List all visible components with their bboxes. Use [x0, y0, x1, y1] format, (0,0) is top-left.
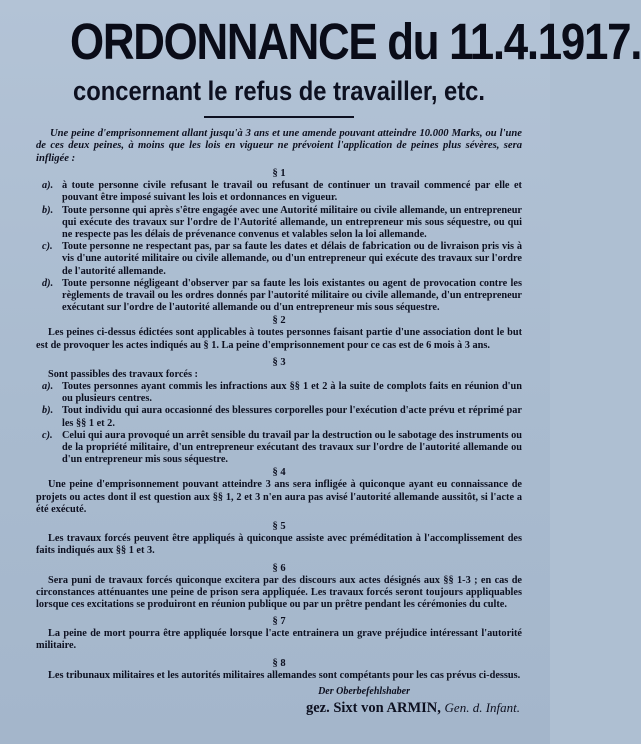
- signature: [36, 699, 522, 717]
- section-1-item-a: [36, 180, 522, 204]
- title-divider: [204, 116, 354, 118]
- section-6-text: Sera puni de travaux forcés quiconque excitera par des discours aux actes désignés aux §§ 1-3 ; en cas de circonstances atténuantes une peine de prison sera appliquée. Les travaux forcés seront toujours appliquables lorsque ces excitations se produiront en réunion publique ou par un prêtre pendant les cérémonies du culte.: [36, 574, 522, 610]
- section-3-item-b: [36, 405, 522, 429]
- item-label: d).: [42, 277, 54, 289]
- section-6-heading: § 6: [272, 562, 286, 574]
- section-3-item-a: [36, 381, 522, 405]
- signature-rank: Gen. d. Infant.: [444, 699, 520, 715]
- section-2-text: Les peines ci-dessus édictées sont applicables à toutes personnes faisant partie d'une association dont le but est de provoquer les actes indiqués au § 1. La peine d'emprisonnement pour ce cas est de 6 mois à 3 ans.: [36, 327, 522, 351]
- item-text: Celui qui aura provoqué un arrêt sensible du travail par la destruction ou le sabotage des instruments ou de la propriété militaire, d'un entrepreneur exécutant des travaux sur l'ordre de l'autorité allemande ou d'un entrepreneur mis sous séquestre.: [62, 429, 522, 466]
- section-7-text: La peine de mort pourra être appliquée lorsque l'acte entrainera un grave préjudice intéressant l'autorité militaire.: [36, 628, 522, 652]
- section-4-heading: § 4: [272, 467, 286, 479]
- section-2-heading: § 2: [272, 315, 286, 327]
- item-text: Toute personne ne respectant pas, par sa faute les dates et délais de fabrication ou de livraison pris vis à vis d'une autorité militaire ou civile allemande, ou d'un entrepreneur qui exécute des travaux sur l'ordre de l'autorité allemande.: [62, 241, 522, 277]
- section-1-item-d: [36, 278, 522, 315]
- section-1-item-c: [36, 241, 522, 278]
- item-label: c).: [42, 429, 53, 441]
- section-7-heading: § 7: [272, 616, 286, 628]
- section-3-item-c: [36, 430, 522, 467]
- section-5-heading: § 5: [272, 521, 286, 533]
- signature-name: gez. Sixt von ARMIN,: [305, 699, 441, 716]
- section-3-heading: § 3: [272, 356, 286, 368]
- item-label: b).: [42, 204, 54, 216]
- intro-paragraph: Une peine d'emprisonnement allant jusqu'à 3 ans et une amende pouvant atteindre 10.000 Marks, ou l'une de ces deux peines, à moins que les lois en vigueur ne prévoient l'application de peines plus sévères, sera infligée :: [36, 128, 522, 164]
- section-8-heading: § 8: [272, 657, 286, 669]
- section-4-text: Une peine d'emprisonnement pouvant atteindre 3 ans sera infligée à quiconque ayant eu connaissance de projets ou actes dont il est question aux §§ 1, 2 et 3 n'en aura pas avisé l'autorité allemande aussitôt, si l'acte a été exécuté.: [36, 479, 522, 515]
- item-text: à toute personne civile refusant le travail ou refusant de continuer un travail commencé par elle et pouvant être imposé suivant les lois et ordonnances en vigueur.: [62, 180, 522, 204]
- item-label: a).: [42, 381, 54, 393]
- section-8-text: Les tribunaux militaires et les autorités militaires allemandes sont compétants pour les cas prévus ci-dessus.: [48, 669, 521, 681]
- ordinance-subtitle: concernant le refus de travailler, etc.: [72, 76, 486, 106]
- item-text: Toutes personnes ayant commis les infractions aux §§ 1 et 2 à la suite de complots faits en réunion d'un ou plusieurs centres.: [62, 381, 522, 405]
- section-3-lead: Sont passibles des travaux forcés :: [48, 368, 198, 380]
- item-label: b).: [42, 405, 54, 417]
- section-5-text: Les travaux forcés peuvent être appliqués à quiconque assiste avec préméditation à l'accomplissement des faits indiqués aux §§ 1 et 3.: [36, 533, 522, 557]
- section-1-item-b: [36, 205, 522, 242]
- item-label: a).: [42, 180, 54, 192]
- item-text: Toute personne négligeant d'observer par sa faute les lois existantes ou agent de provocation contre les règlements de travail ou les ordres donnés par l'autorité militaire ou civile allemande, d'un entrepreneur exécutant sur l'ordre de l'autorité allemande ou d'un entrepreneur mis sous séquestre.: [62, 277, 522, 314]
- item-text: Tout individu qui aura occasionné des blessures corporelles pour l'exécution d'acte prévu et réprimé par les §§ 1 et 2.: [62, 405, 522, 429]
- item-text: Toute personne qui après s'être engagée avec une Autorité militaire ou civile allemande, un entrepreneur qui exécute des travaux sur l'ordre de l'Autorité allemande, un entrepreneur mis sous séquestre, ou qui ne respecte pas les délais de prévenance convenus et valables selon la loi allemande.: [62, 204, 522, 241]
- section-1-heading: § 1: [272, 168, 286, 180]
- item-label: c).: [42, 241, 53, 253]
- ordinance-title: ORDONNANCE du 11.4.1917.: [70, 13, 641, 70]
- signature-role: Der Oberbefehlshaber: [318, 685, 410, 697]
